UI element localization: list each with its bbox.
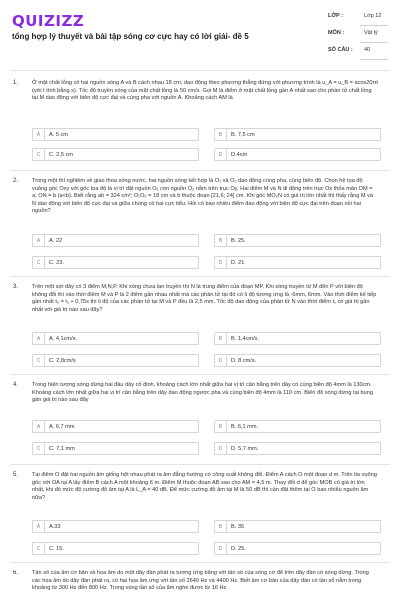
question-number: 2.	[13, 178, 19, 184]
option-b[interactable]	[214, 332, 381, 345]
divider	[10, 70, 390, 71]
meta-label: LỚP :	[328, 13, 343, 19]
option-text: B. 7,5 cm	[231, 132, 255, 138]
divider	[360, 59, 388, 60]
option-letter: A	[33, 521, 45, 533]
question-text: Ở mặt chất lỏng có hai nguồn sóng A và B cách nhau 18 cm, dao động theo phương thẳng đứng với phương trình là u_A = u_B = acos20πt (với t tính bằng s). Tốc độ truyền sóng của mặt chất lỏng là 50 cm/s. Gọi M là điểm ở mặt chất lỏng gần A nhất sao cho phần tử chất lỏng tại M dao động với biên độ cực đại và cùng pha với nguồn A. Khoảng cách AM là	[32, 80, 378, 102]
question-3	[10, 284, 390, 370]
question-number: 6.	[13, 570, 19, 576]
divider	[10, 464, 390, 465]
option-letter: D	[215, 355, 227, 367]
option-d[interactable]	[214, 442, 381, 455]
option-text: C. 2,5 cm	[49, 152, 73, 158]
option-c[interactable]	[32, 542, 199, 555]
option-text: B. 35	[231, 524, 245, 530]
option-a[interactable]	[32, 234, 199, 247]
question-number: 3.	[13, 284, 19, 290]
meta-label: MÔN :	[328, 30, 345, 36]
option-letter: C	[33, 257, 45, 269]
meta-box	[324, 10, 388, 61]
question-text: Tại điểm O đặt hai nguồn âm giống hệt nhau phát ra âm đẳng hướng có công suất không đổi. Điểm A cách O một đoạn d m. Trên tia vuông góc với OA tại A lấy điểm B cách A một khoảng 6 m. Điểm M thuộc đoạn AB sao cho AM = 4,5 m. Thay đổi d để góc MOB có giá trị lớn nhất, khi đó mức độ cường độ âm tại A là L_A = 40 dB. Để mức cường độ âm tại M là 50 dB thì cần đặt thêm tại O bao nhiêu nguồn âm nữa?	[32, 472, 377, 501]
option-d[interactable]	[214, 354, 381, 367]
question-2	[10, 178, 390, 272]
quizizz-logo: QUIZIZZ	[12, 12, 85, 30]
option-text: C. 2,8cm/s	[49, 358, 76, 364]
option-text: D.4cm	[231, 152, 248, 158]
meta-value: Lớp 12	[364, 13, 382, 19]
option-text: D. 25.	[231, 546, 246, 552]
option-letter: C	[33, 443, 45, 455]
question-number: 1.	[13, 80, 19, 86]
meta-row-class	[324, 10, 388, 27]
meta-value: Vật lý	[364, 30, 378, 36]
option-c[interactable]	[32, 442, 199, 455]
option-letter: B	[215, 421, 227, 433]
option-letter: D	[215, 257, 227, 269]
meta-row-count	[324, 44, 388, 61]
option-letter: C	[33, 149, 45, 161]
divider	[10, 374, 390, 375]
option-a[interactable]	[32, 520, 199, 533]
option-letter: A	[33, 421, 45, 433]
option-a[interactable]	[32, 420, 199, 433]
meta-value: 40	[364, 47, 371, 53]
question-text: Trên một sợi dây có 3 điểm M,N,P. Khi sóng chưa lan truyền thì N là trung điểm của đoạn MP. Khi sóng truyền từ M đến P với biên độ không đổi thì vào thời điểm M và P là 2 điểm gần nhau nhất mà các phần tử tại đó có li độ tương ứng là -6mm, 6mm. Vào thời điểm kế tiếp gần nhất t₂ = t₁ + 0,75s thì li độ của các phần tử tại M và P đều là 2,5 mm. Tốc độ dao động của phần tử N vào thời điểm t₁ có giá trị gần nhất với giá trị nào sau đây?	[32, 284, 377, 313]
option-letter: C	[33, 543, 45, 555]
option-b[interactable]	[214, 128, 381, 141]
option-c[interactable]	[32, 148, 199, 161]
worksheet-header	[0, 0, 400, 62]
meta-row-subject	[324, 27, 388, 44]
question-number: 5.	[13, 472, 19, 478]
option-b[interactable]	[214, 420, 381, 433]
option-text: A. 5 cm	[49, 132, 68, 138]
option-d[interactable]	[214, 542, 381, 555]
question-1	[10, 80, 390, 164]
option-b[interactable]	[214, 234, 381, 247]
question-text: Tần số của âm cơ bản và họa âm do một dây đàn phát ra tương ứng bằng với tần số của sóng cơ để trên dây đàn có sóng dừng. Trong các họa âm do dây đàn phát ra, có hai họa âm ứng với tần số 2640 Hz và 4400 Hz. Biết âm cơ bản của dây đàn có tần số nằm trong khoảng từ 300 Hz đến 800 Hz. Trong vùng tần số của âm nghe được từ 16 Hz	[32, 570, 369, 592]
option-b[interactable]	[214, 520, 381, 533]
option-a[interactable]	[32, 332, 199, 345]
option-text: C. 23.	[49, 260, 64, 266]
option-letter: B	[215, 521, 227, 533]
option-text: D. 5,7 mm.	[231, 446, 259, 452]
option-letter: B	[215, 129, 227, 141]
divider	[10, 170, 390, 171]
divider	[10, 276, 390, 277]
divider	[10, 562, 390, 563]
option-letter: C	[33, 355, 45, 367]
question-number: 4.	[13, 382, 19, 388]
option-a[interactable]	[32, 128, 199, 141]
question-4	[10, 382, 390, 458]
question-6	[10, 570, 390, 600]
option-text: A.33	[49, 524, 61, 530]
option-letter: A	[33, 129, 45, 141]
option-text: B. 1,4cm/s.	[231, 336, 259, 342]
option-text: A. 6,7 mm	[49, 424, 75, 430]
option-text: B. 25.	[231, 238, 246, 244]
option-letter: D	[215, 443, 227, 455]
option-text: C. 7,1 mm	[49, 446, 75, 452]
option-c[interactable]	[32, 354, 199, 367]
divider	[360, 25, 388, 26]
option-letter: B	[215, 235, 227, 247]
option-text: A. 4,1cm/s.	[49, 336, 77, 342]
option-letter: D	[215, 543, 227, 555]
option-letter: A	[33, 235, 45, 247]
divider	[360, 42, 388, 43]
meta-label: SỐ CÂU :	[328, 47, 353, 53]
question-text: Trong hiện tượng sóng dừng hai đầu dây cố định, khoảng cách lớn nhất giữa hai vị trí cân bằng trên dây có cùng biên độ 4mm là 130cm. Khoảng cách lớn nhất giữa hai vị trí cân bằng trên dây dao động ngược pha và cùng biên độ 4mm là 110 cm. Biên độ sóng dừng tại bụng gần giá trị nào sau đây	[32, 382, 373, 404]
option-text: D. 21	[231, 260, 245, 266]
option-text: D. 8 cm/s.	[231, 358, 257, 364]
option-letter: D	[215, 149, 227, 161]
question-5	[10, 472, 390, 558]
question-text: Trong một thí nghiệm về giao thoa sóng nước, hai nguồn sóng kết hợp là O₁ và O₂ dao động cùng pha, cùng biên độ. Chọn hệ tọa độ vuông góc Oxy với gốc tọa độ là vị trí đặt nguồn O₁ còn nguồn O₂ nằm trên trục Oy. Hai điểm M và N di động trên trục Ox thỏa mãn OM = a; ON = b (a<b). Biết rằng ab = 324 cm²; O₁O₂ = 18 cm và b thuộc đoạn [21,6; 24] cm. Khi góc MO₂N có giá trị lớn nhất thì thấy rằng M và N dao động với biên độ cực đại và giữa chúng có hai cực tiểu. Hỏi có bao nhiêu điểm dao động với biên độ cực đại trên đoạn nối hai nguồn?	[32, 178, 374, 215]
option-d[interactable]	[214, 256, 381, 269]
option-d[interactable]	[214, 148, 381, 161]
option-text: A. 22	[49, 238, 63, 244]
option-letter: A	[33, 333, 45, 345]
option-c[interactable]	[32, 256, 199, 269]
option-text: B. 6,1 mm.	[231, 424, 259, 430]
page-title: tổng hợp lý thuyết và bài tập sóng cơ cực hay có lời giải- đề 5	[12, 32, 249, 41]
option-text: C. 15.	[49, 546, 64, 552]
option-letter: B	[215, 333, 227, 345]
